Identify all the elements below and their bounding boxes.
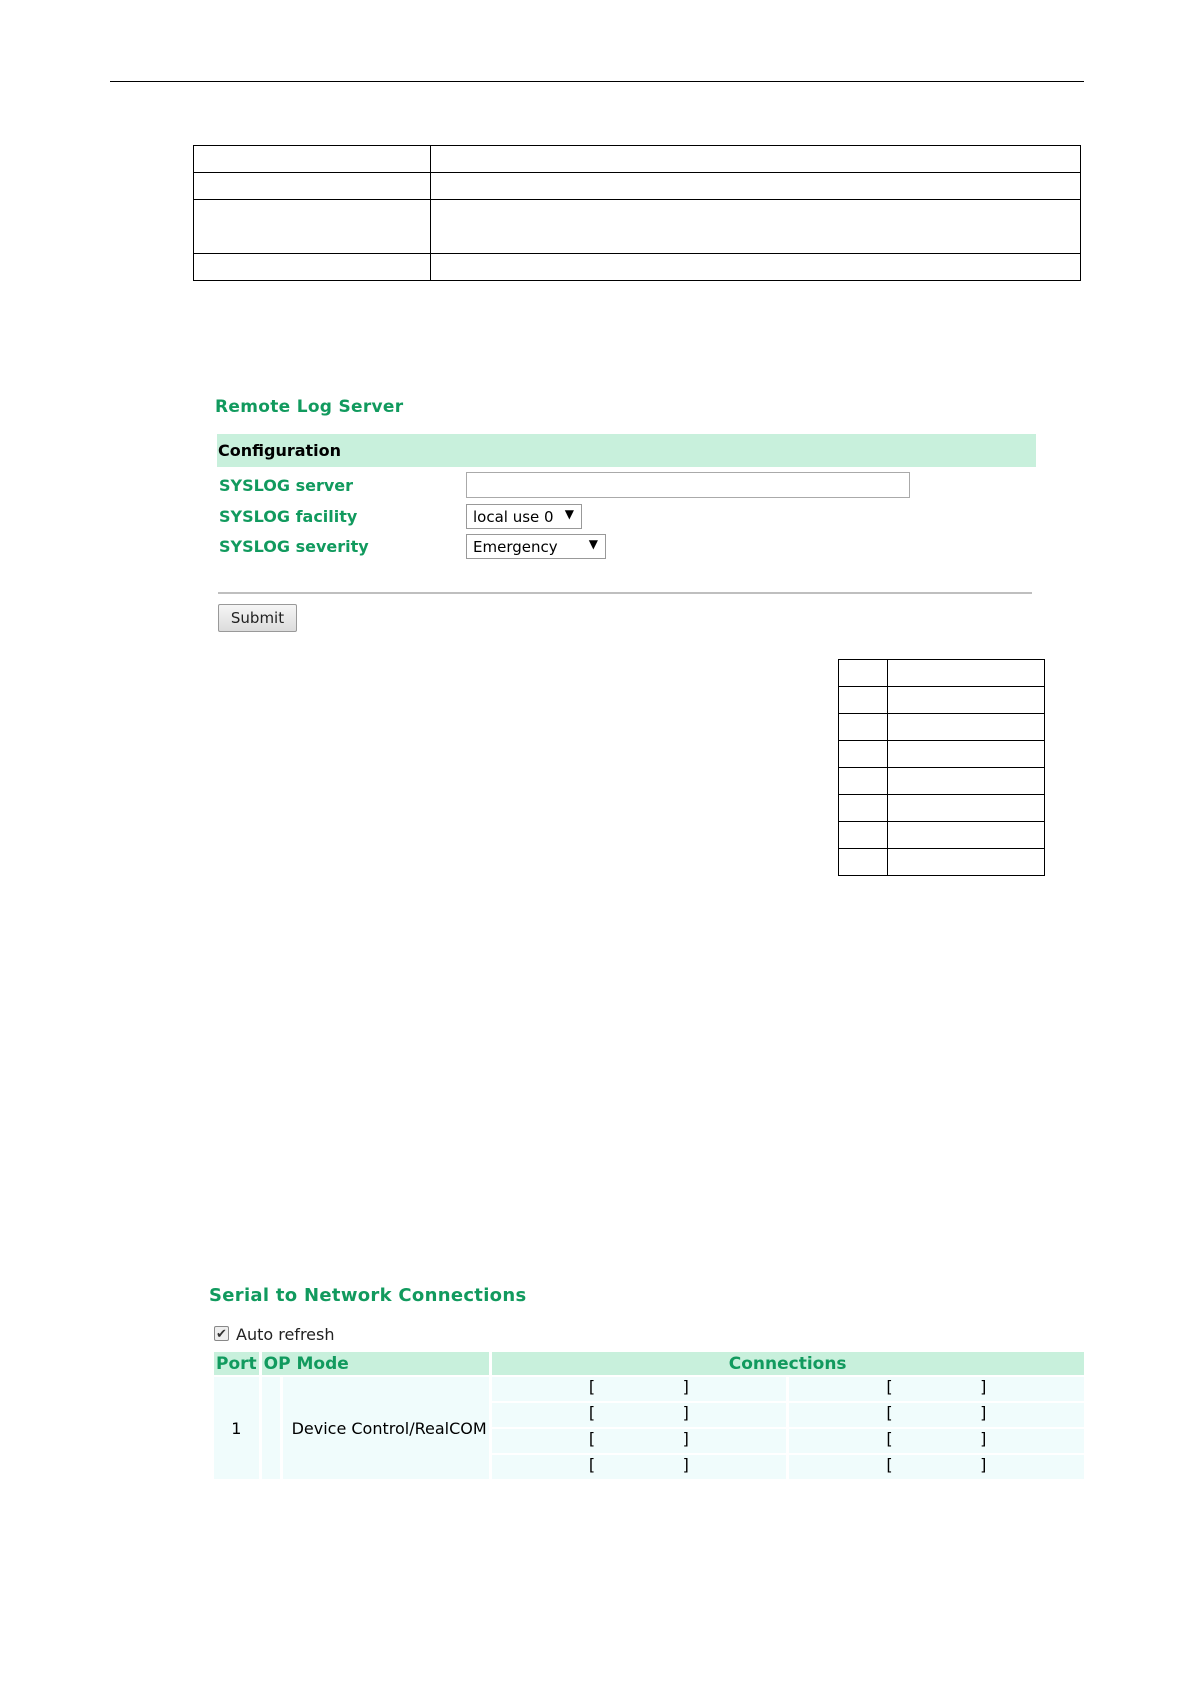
connections-table (211, 1350, 1087, 1481)
port-header: Port (216, 1353, 257, 1374)
syslog-severity-select[interactable] (466, 534, 606, 559)
configuration-header-label: Configuration (218, 441, 342, 460)
connection-cell: [ ] (789, 1377, 1084, 1401)
remote-log-title: Remote Log Server (215, 397, 404, 417)
check-icon: ✔ (216, 1326, 227, 1341)
connections-header: Connections (492, 1352, 1084, 1375)
connection-cell: [ ] (789, 1429, 1084, 1453)
op-mode-cell: Device Control/RealCOM (283, 1377, 489, 1479)
syslog-server-label: SYSLOG server (219, 476, 353, 495)
op-mode-header: OP Mode (262, 1352, 489, 1375)
connection-cell: [ ] (789, 1455, 1084, 1479)
connection-cell: [ ] (492, 1429, 787, 1453)
chevron-down-icon: ▼ (588, 537, 598, 551)
syslog-server-input[interactable] (466, 472, 910, 498)
connection-cell: [ ] (492, 1403, 787, 1427)
syslog-facility-value: local use 0 (473, 508, 554, 526)
chevron-down-icon: ▼ (564, 507, 574, 521)
auto-refresh-checkbox[interactable] (214, 1326, 229, 1341)
connection-cell: [ ] (492, 1455, 787, 1479)
form-divider (218, 592, 1032, 594)
syslog-facility-select[interactable] (466, 504, 582, 529)
serial-connections-title: Serial to Network Connections (209, 1285, 527, 1306)
syslog-severity-value: Emergency (473, 538, 558, 556)
table-row (214, 1377, 1084, 1401)
auto-refresh-label: Auto refresh (236, 1325, 335, 1344)
connection-cell: [ ] (492, 1377, 787, 1401)
submit-button[interactable]: Submit (218, 604, 297, 632)
page-header-rule (110, 81, 1084, 82)
empty-table-top (193, 145, 1081, 281)
empty-table-right (838, 659, 1045, 876)
port-cell: 1 (214, 1377, 259, 1479)
configuration-header (217, 434, 1036, 467)
syslog-facility-label: SYSLOG facility (219, 507, 358, 526)
connection-cell: [ ] (789, 1403, 1084, 1427)
syslog-severity-label: SYSLOG severity (219, 537, 369, 556)
